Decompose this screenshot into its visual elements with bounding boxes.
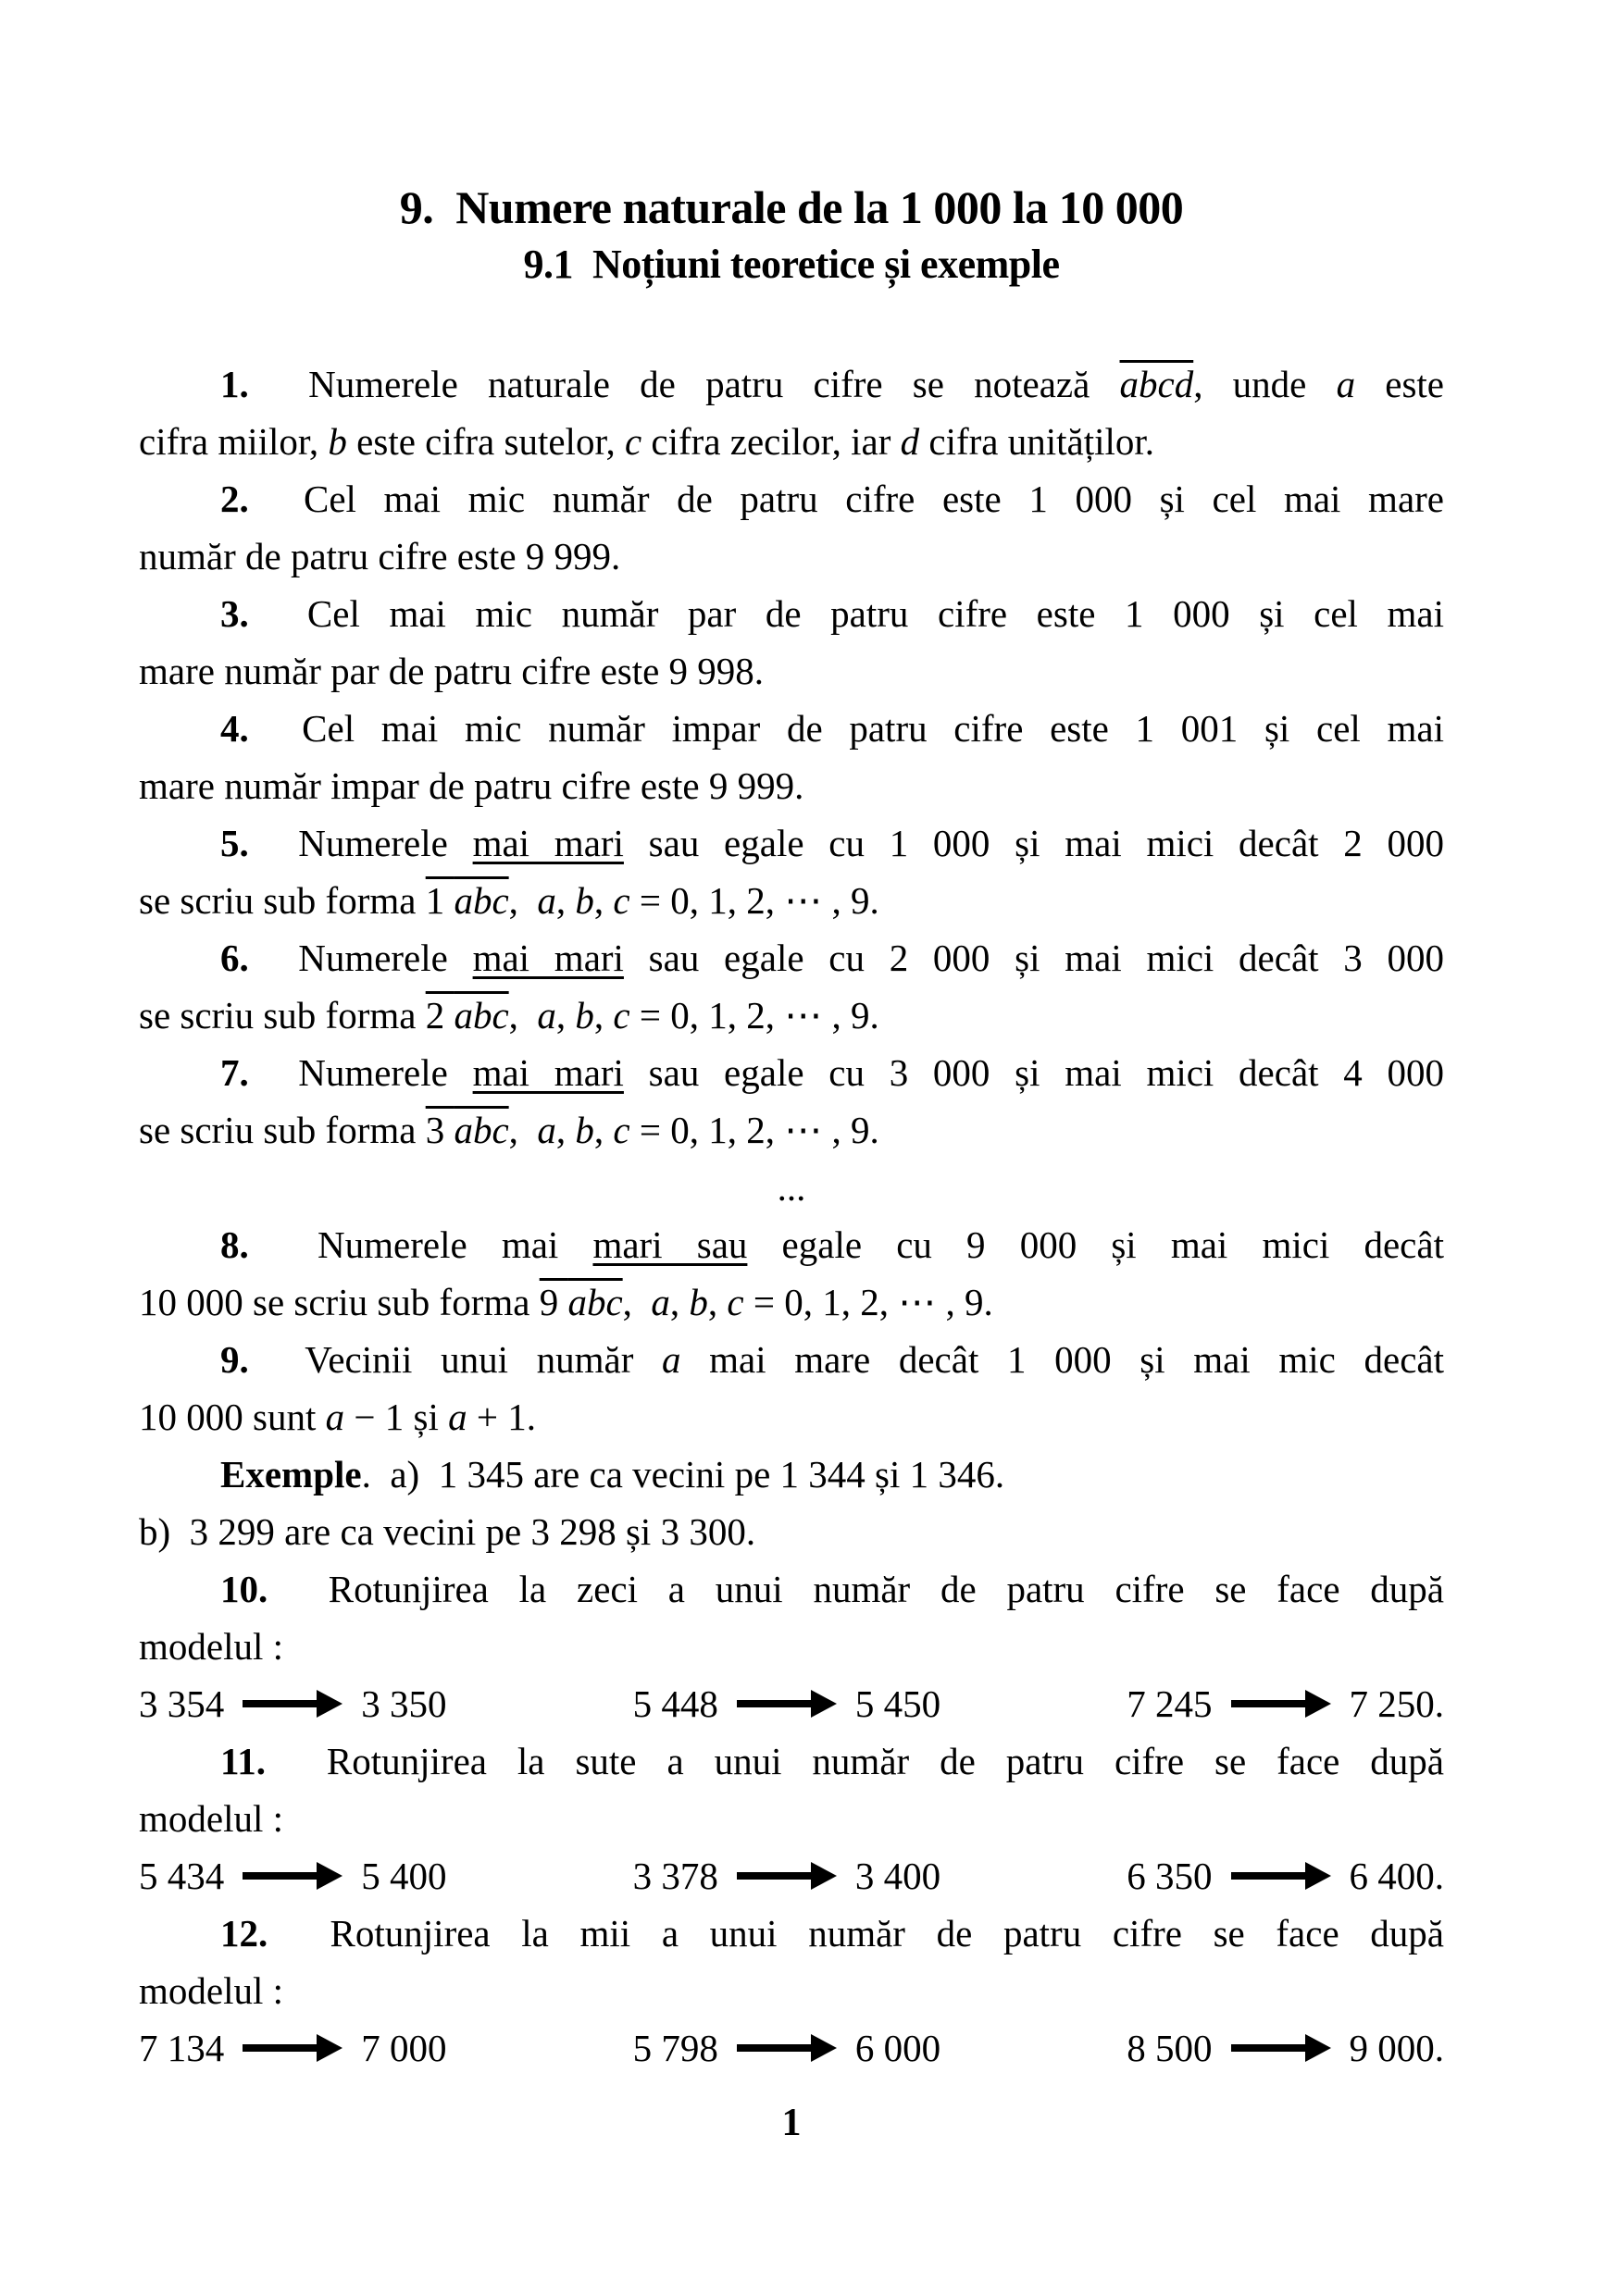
text-segment: Exemple: [220, 1452, 362, 1496]
number-before: 5 798: [632, 2026, 718, 2069]
text-line: [139, 1446, 1444, 1503]
text-segment: mari sau: [592, 1222, 748, 1266]
text-segment: = 0, 1, 2, ⋯ , 9.: [629, 1108, 879, 1151]
text-line: [139, 1560, 1444, 1618]
text-segment: Numerele: [248, 1050, 473, 1094]
text-segment: Cel mai mic număr de patru cifre este 1 000 și cel mai mare: [248, 477, 1444, 520]
text-segment: Numerele: [248, 821, 473, 864]
text-segment: se scriu sub forma: [139, 878, 426, 922]
text-segment: a: [537, 878, 556, 922]
text-segment: mai mare decât 1 000 și mai mic decât: [680, 1337, 1444, 1381]
text-line: [139, 1618, 1444, 1675]
text-segment: ,: [593, 993, 614, 1036]
number-before: 5 448: [632, 1682, 718, 1725]
text-line: [139, 413, 1444, 470]
text-segment: ,: [593, 1108, 614, 1151]
right-arrow-icon: [243, 2034, 342, 2062]
text-segment: 12.: [220, 1911, 268, 1955]
number-before: 7 134: [139, 2026, 225, 2069]
text-segment: 1.: [220, 362, 249, 405]
text-segment: Rotunjirea la sute a unui număr de patru cifre se face după: [266, 1739, 1444, 1782]
number-before: 5 434: [139, 1854, 225, 1897]
text-segment: 11.: [220, 1739, 266, 1782]
text-segment: mai mari: [472, 821, 624, 864]
text-segment: egale cu 9 000 și mai mici decât: [747, 1222, 1444, 1266]
text-segment: modelul :: [139, 1968, 284, 2012]
text-segment: b: [575, 993, 594, 1036]
text-segment: 1: [425, 878, 455, 922]
text-segment: c: [613, 993, 630, 1036]
section-title: 9.1 Noțiuni teoretice și exemple: [523, 241, 1060, 287]
text-segment: a: [325, 1395, 345, 1438]
page-number: 1: [781, 2101, 802, 2144]
text-segment: Numerele naturale de patru cifre se notează: [248, 362, 1120, 405]
text-segment: 5.: [220, 821, 249, 864]
text-segment: 2.: [220, 477, 249, 520]
text-segment: se scriu sub forma: [139, 993, 426, 1036]
number-after: 9 000.: [1349, 2026, 1444, 2069]
text-segment: a: [537, 993, 556, 1036]
text-segment: c: [613, 1108, 630, 1151]
number-before: 8 500: [1127, 2026, 1213, 2069]
text-segment: modelul :: [139, 1796, 284, 1840]
text-line: [139, 1331, 1444, 1388]
page-content: [139, 0, 1444, 2145]
text-line: [139, 1503, 1444, 1560]
text-segment: ,: [555, 878, 576, 922]
chapter-title: 9. Numere naturale de la 1 000 la 10 000: [399, 181, 1184, 233]
text-segment: sau egale cu 3 000 și mai mici decât 4 000: [623, 1050, 1444, 1094]
text-line: [139, 1044, 1444, 1101]
right-arrow-icon: [243, 1690, 342, 1718]
number-after: 6 400.: [1349, 1854, 1444, 1897]
text-line: [139, 585, 1444, 642]
text-segment: 3: [425, 1108, 455, 1151]
text-segment: b: [575, 878, 594, 922]
text-line: [139, 814, 1444, 872]
text-segment: cifra unităților.: [919, 419, 1155, 463]
number-after: 5 400: [361, 1854, 447, 1897]
number-after: 7 250.: [1349, 1682, 1444, 1725]
number-before: 6 350: [1127, 1854, 1213, 1897]
text-segment: mai mari: [472, 1050, 624, 1094]
text-segment: ,: [555, 993, 576, 1036]
text-line: [139, 700, 1444, 757]
text-segment: b: [575, 1108, 594, 1151]
number-after: 3 350: [361, 1682, 447, 1725]
text-segment: ,: [508, 993, 538, 1036]
text-segment: 8.: [220, 1222, 249, 1266]
right-arrow-icon: [1231, 2034, 1331, 2062]
number-after: 5 450: [854, 1682, 941, 1725]
text-segment: $\overline{abc}$: [454, 878, 509, 922]
text-line: [139, 1790, 1444, 1847]
text-segment: Numerele: [248, 936, 473, 979]
text-line: [139, 1388, 1444, 1446]
rounding-pair: [139, 2019, 447, 2077]
text-segment: d: [900, 419, 920, 463]
text-segment: ,: [622, 1280, 652, 1323]
text-line: [139, 1101, 1444, 1159]
number-before: 7 245: [1127, 1682, 1213, 1725]
text-segment: 2: [425, 993, 455, 1036]
text-segment: Cel mai mic număr impar de patru cifre este 1 001 și cel mai: [248, 706, 1444, 750]
ellipsis-line: [139, 1159, 1444, 1216]
right-arrow-icon: [737, 1690, 837, 1718]
text-segment: 9: [539, 1280, 568, 1323]
rounding-example-row: [139, 2019, 1444, 2077]
body-text: [139, 355, 1444, 2077]
text-segment: este cifra sutelor,: [346, 419, 625, 463]
text-segment: ,: [508, 878, 538, 922]
text-segment: $\overline{abc}$: [567, 1280, 623, 1323]
text-segment: mare număr par de patru cifre este 9 998.: [139, 649, 765, 692]
text-segment: . a) 1 345 are ca vecini pe 1 344 și 1 346.: [361, 1452, 1005, 1496]
text-line: [139, 987, 1444, 1044]
text-segment: 10 000 se scriu sub forma: [139, 1280, 540, 1323]
text-segment: cifra miilor,: [139, 419, 329, 463]
rounding-example-row: [139, 1675, 1444, 1732]
text-segment: Rotunjirea la mii a unui număr de patru cifre se face după: [268, 1911, 1444, 1955]
rounding-pair: [633, 1675, 941, 1732]
rounding-pair: [633, 1847, 941, 1905]
text-segment: = 0, 1, 2, ⋯ , 9.: [743, 1280, 993, 1323]
number-after: 6 000: [854, 2026, 941, 2069]
text-line: [139, 929, 1444, 987]
right-arrow-icon: [1231, 1862, 1331, 1890]
rounding-pair: [633, 2019, 941, 2077]
right-arrow-icon: [243, 1862, 342, 1890]
text-segment: Numerele mai: [248, 1222, 593, 1266]
text-segment: a: [662, 1337, 681, 1381]
text-line: [139, 872, 1444, 929]
text-segment: a: [448, 1395, 467, 1438]
rounding-pair: [1127, 1847, 1444, 1905]
text-segment: + 1.: [467, 1395, 536, 1438]
text-segment: 6.: [220, 936, 249, 979]
text-line: [139, 1273, 1444, 1331]
text-line: [139, 757, 1444, 814]
rounding-pair: [1127, 1675, 1444, 1732]
text-segment: $\overline{abc}$: [454, 1108, 509, 1151]
text-segment: a: [651, 1280, 670, 1323]
text-line: [139, 470, 1444, 527]
text-segment: ,: [707, 1280, 728, 1323]
text-segment: a: [1336, 362, 1356, 405]
text-segment: modelul :: [139, 1624, 284, 1668]
text-segment: ,: [593, 878, 614, 922]
text-segment: 4.: [220, 706, 249, 750]
text-segment: 3.: [220, 591, 249, 635]
text-segment: sau egale cu 2 000 și mai mici decât 3 000: [623, 936, 1444, 979]
rounding-example-row: [139, 1847, 1444, 1905]
text-segment: se scriu sub forma: [139, 1108, 426, 1151]
text-segment: mare număr impar de patru cifre este 9 999.: [139, 763, 804, 807]
text-line: [139, 355, 1444, 413]
text-segment: = 0, 1, 2, ⋯ , 9.: [629, 878, 879, 922]
text-segment: − 1 și: [344, 1395, 449, 1438]
number-before: 3 378: [632, 1854, 718, 1897]
text-segment: 10.: [220, 1567, 268, 1610]
text-segment: ,: [555, 1108, 576, 1151]
text-segment: a: [537, 1108, 556, 1151]
rounding-pair: [139, 1675, 447, 1732]
text-segment: cifra zecilor, iar: [641, 419, 901, 463]
text-segment: b: [689, 1280, 708, 1323]
text-segment: Rotunjirea la zeci a unui număr de patru cifre se face după: [268, 1567, 1444, 1610]
number-after: 3 400: [854, 1854, 941, 1897]
rounding-pair: [1127, 2019, 1444, 2077]
text-line: [139, 1905, 1444, 1962]
text-segment: număr de patru cifre este 9 999.: [139, 534, 621, 577]
text-segment: ,: [508, 1108, 538, 1151]
text-segment: Vecinii unui număr: [248, 1337, 662, 1381]
text-segment: b: [328, 419, 347, 463]
right-arrow-icon: [737, 1862, 837, 1890]
text-segment: mai mari: [472, 936, 624, 979]
right-arrow-icon: [737, 2034, 837, 2062]
right-arrow-icon: [1231, 1690, 1331, 1718]
rounding-pair: [139, 1847, 447, 1905]
text-segment: abcd: [1119, 362, 1194, 405]
text-line: [139, 642, 1444, 700]
text-segment: ...: [777, 1165, 806, 1209]
text-line: [139, 527, 1444, 585]
text-segment: b) 3 299 are ca vecini pe 3 298 și 3 300.: [139, 1509, 756, 1553]
text-segment: 7.: [220, 1050, 249, 1094]
text-segment: , unde: [1193, 362, 1337, 405]
text-segment: ,: [669, 1280, 690, 1323]
number-after: 7 000: [361, 2026, 447, 2069]
text-segment: 10 000 sunt: [139, 1395, 326, 1438]
text-segment: = 0, 1, 2, ⋯ , 9.: [629, 993, 879, 1036]
text-segment: sau egale cu 1 000 și mai mici decât 2 000: [623, 821, 1444, 864]
text-line: [139, 1732, 1444, 1790]
number-before: 3 354: [139, 1682, 225, 1725]
text-segment: $\overline{abc}$: [454, 993, 509, 1036]
text-segment: c: [624, 419, 642, 463]
text-line: [139, 1962, 1444, 2019]
text-segment: este: [1355, 362, 1444, 405]
text-segment: Cel mai mic număr par de patru cifre este 1 000 și cel mai: [248, 591, 1444, 635]
text-line: [139, 1216, 1444, 1273]
text-segment: c: [613, 878, 630, 922]
text-segment: c: [727, 1280, 744, 1323]
text-segment: 9.: [220, 1337, 249, 1381]
